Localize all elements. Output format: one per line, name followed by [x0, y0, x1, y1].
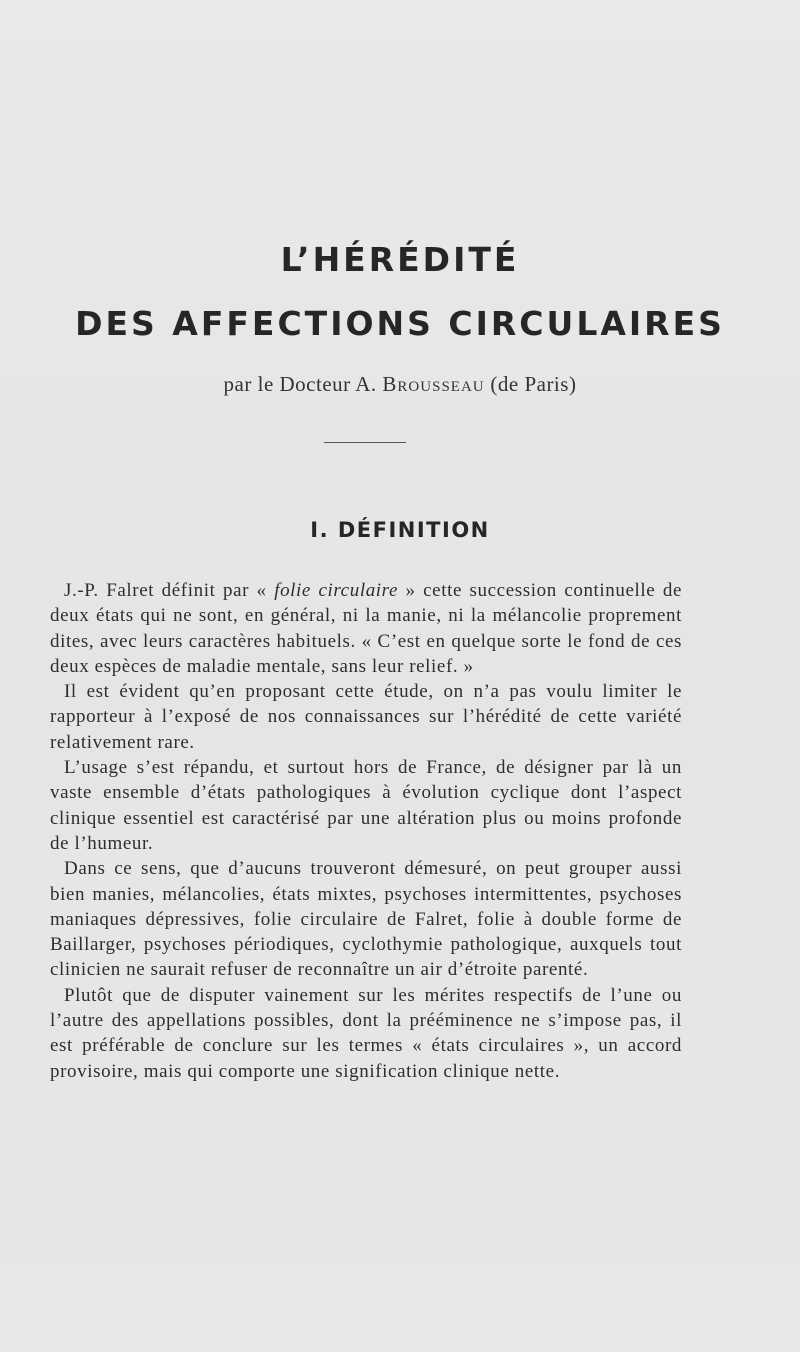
paragraph-3: L’usage s’est répandu, et surtout hors de France, de désigner par là un vaste ensemble d’états pathologiques à évolution cyclique dont l’aspect clinique essentiel est caractérisé par une altération plus ou moins profonde de l’humeur.	[50, 757, 682, 854]
paragraph-2: Il est évident qu’en proposant cette étude, on n’a pas voulu limiter le rapporteur à l’exposé de nos connaissances sur l’hérédité de cette variété relativement rare.	[50, 681, 682, 753]
title-line-2: DES AFFECTIONS CIRCULAIRES	[75, 304, 725, 343]
paragraph-1	[50, 578, 682, 679]
paragraph-1-after: » cette succession continuelle de deux états qui ne sont, en général, ni la manie, ni la mélancolie proprement dites, avec leurs caractères habituels. « C’est en quelque sorte le fond de ces deux espèces de maladie mentale, sans leur relief. »	[50, 580, 682, 677]
byline	[0, 372, 800, 397]
paragraph-1-italic: folie circulaire	[274, 580, 398, 601]
section-title: I. DÉFINITION	[310, 518, 490, 542]
separator-rule	[324, 442, 406, 443]
byline-suffix: (de Paris)	[490, 372, 577, 396]
body-text	[50, 578, 682, 1084]
paragraph-4: Dans ce sens, que d’aucuns trouveront démesuré, on peut grouper aussi bien manies, mélancolies, états mixtes, psychoses intermittentes, psychoses maniaques dépressives, folie circulaire de Falret, folie à double forme de Baillarger, psychoses périodiques, cyclothymie pathologique, auxquels tout clinicien ne saurait refuser de reconnaître un air d’étroite parenté.	[50, 858, 682, 981]
byline-prefix: par le Docteur A.	[223, 372, 377, 396]
byline-author: Brousseau	[382, 372, 485, 396]
paragraph-1-before: J.-P. Falret définit par «	[64, 580, 275, 601]
paragraph-5: Plutôt que de disputer vainement sur les mérites respectifs de l’une ou l’autre des appellations possibles, dont la prééminence ne s’impose pas, il est préférable de conclure sur les termes « états circulaires », un accord provisoire, mais qui comporte une signification clinique nette.	[50, 984, 682, 1082]
title-line-1: L’HÉRÉDITÉ	[280, 240, 520, 279]
